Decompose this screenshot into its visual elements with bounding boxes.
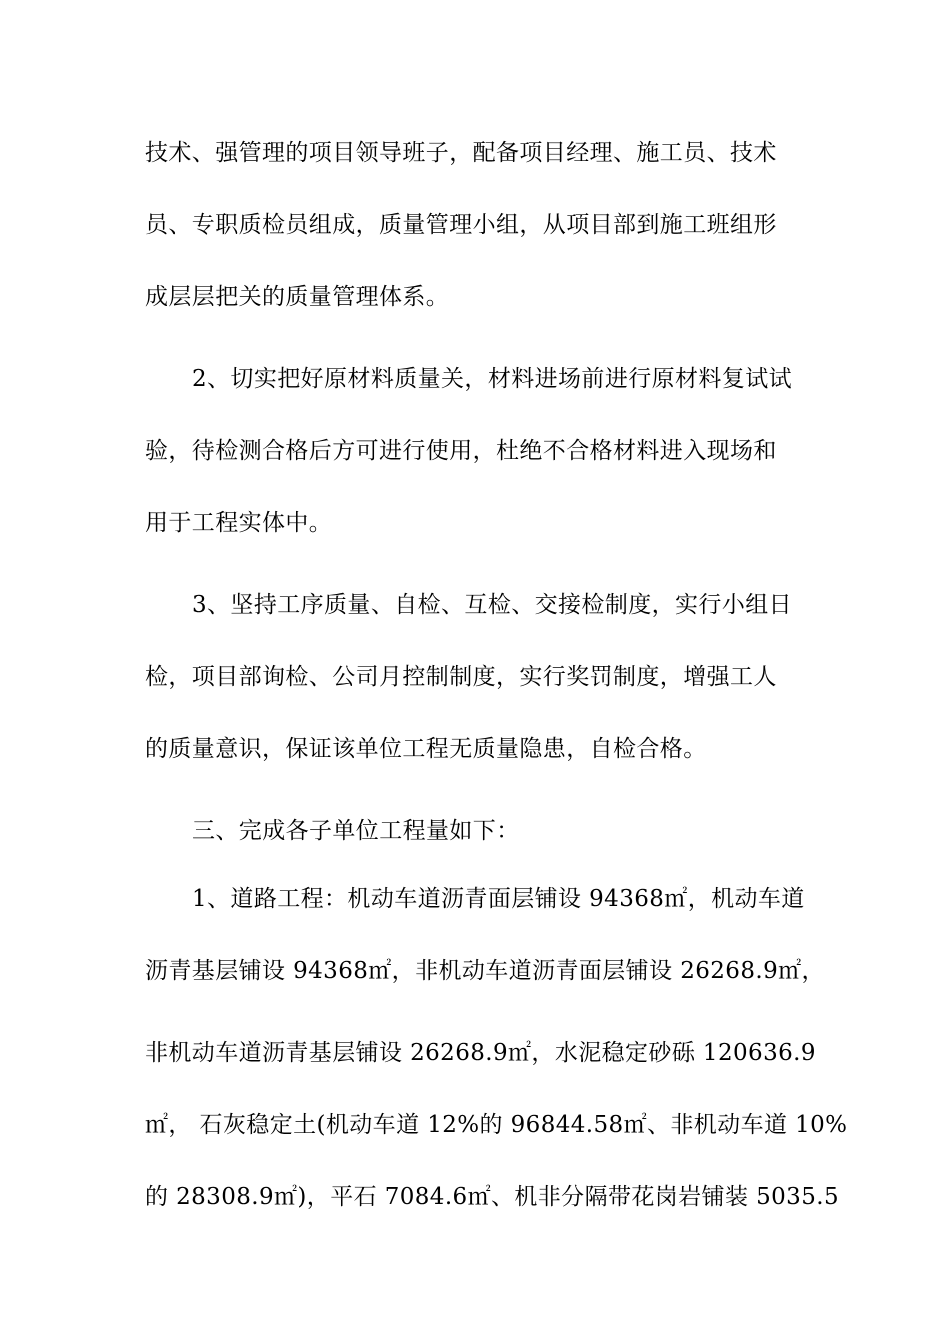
section-heading: 三、完成各子单位工程量如下：: [192, 818, 520, 844]
paragraph-line: 沥青基层铺设 94368㎡，非机动车道沥青面层铺设 26268.9㎡，: [145, 958, 825, 984]
paragraph-line: 非机动车道沥青基层铺设 26268.9㎡，水泥稳定砂砾 120636.9: [145, 1040, 816, 1066]
paragraph-line: 3、坚持工序质量、自检、互检、交接检制度，实行小组日: [192, 592, 793, 618]
paragraph-line: 用于工程实体中。: [145, 510, 333, 536]
paragraph-line: 员、专职质检员组成，质量管理小组，从项目部到施工班组形: [145, 212, 777, 238]
paragraph-line: 的质量意识，保证该单位工程无质量隐患，自检合格。: [145, 736, 707, 762]
paragraph-line: 1、道路工程：机动车道沥青面层铺设 94368㎡，机动车道: [192, 886, 805, 912]
paragraph-line: 成层层把关的质量管理体系。: [145, 284, 450, 310]
paragraph-line: 技术、强管理的项目领导班子，配备项目经理、施工员、技术: [145, 140, 777, 166]
paragraph-line: 的 28308.9㎡)，平石 7084.6㎡、机非分隔带花岗岩铺装 5035.5: [145, 1184, 839, 1210]
paragraph-line: 2、切实把好原材料质量关，材料进场前进行原材料复试试: [192, 366, 793, 392]
paragraph-line: 检，项目部询检、公司月控制制度，实行奖罚制度，增强工人: [145, 664, 777, 690]
paragraph-line: ㎡， 石灰稳定土(机动车道 12%的 96844.58㎡、非机动车道 10%: [145, 1112, 848, 1138]
paragraph-line: 验，待检测合格后方可进行使用，杜绝不合格材料进入现场和: [145, 438, 777, 464]
